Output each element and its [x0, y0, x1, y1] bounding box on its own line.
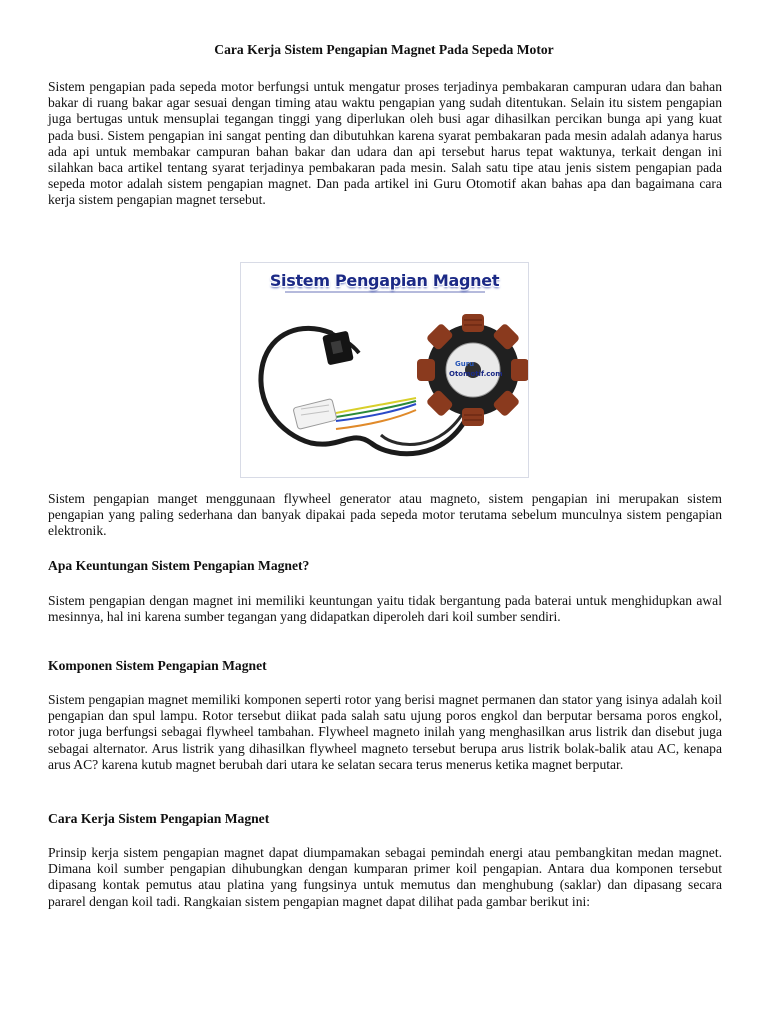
- flywheel-paragraph: Sistem pengapian manget menggunaan flywheel generator atau magneto, sistem pengapian ini merupakan sistem pengapian yang paling sederhana dan banyak dipakai pada sepeda motor terutama sebelum munculnya sistem pengapian elektronik.: [48, 491, 722, 539]
- keuntungan-paragraph: Sistem pengapian dengan magnet ini memiliki keuntungan yaitu tidak bergantung pada baterai untuk menghidupkan awal mesinnya, hal ini karena sumber tegangan yang didapatkan diperoleh dari koil sumber sendiri.: [48, 593, 722, 625]
- figure-caption: Sistem Pengapian Magnet: [241, 271, 528, 293]
- magneto-stator-figure: [240, 262, 529, 478]
- intro-paragraph: Sistem pengapian pada sepeda motor berfungsi untuk mengatur proses terjadinya pembakaran campuran udara dan bahan bakar di ruang bakar agar sesuai dengan timing atau waktu pengapian yang sudah ditentukan. Selain itu sistem pengapian juga bertugas untuk mensuplai tegangan tinggi yang diperlukan oleh busi agar dihasilkan percikan bunga api yang kuat pada busi. Sistem pengapian ini sangat penting dan dibutuhkan karena syarat pembakaran pada mesin adalah adanya harus ada api untuk membakar campuran bahan bakar dan udara dan api tersebut harus tepat waktunya, terkait dengan ini silahkan baca artikel tentang syarat terjadinya pembakaran pada mesin. Salah satu tipe atau jenis sistem pengapian pada sepeda motor adalah sistem pengapian magnet. Dan pada artikel ini Guru Otomotif akan bahas apa dan bagaimana cara kerja sistem pengapian magnet tersebut.: [48, 79, 722, 208]
- magneto-stator-image: [241, 263, 528, 477]
- cara-kerja-paragraph: Prinsip kerja sistem pengapian magnet dapat diumpamakan sebagai pemindah energi atau pembangkitan medan magnet. Dimana koil sumber pengapian dihubungkan dengan kumparan primer koil pengapian. Antara dua komponen tersebut dipasang kontak pemutus atau platina yang fungsinya untuk memutus dan menghubung (saklar) dan dipasang secara pararel dengan koil tadi. Rangkaian sistem pengapian magnet dapat dilihat pada gambar berikut ini:: [48, 845, 722, 909]
- watermark-guru: Guru: [455, 360, 475, 368]
- heading-cara-kerja: Cara Kerja Sistem Pengapian Magnet: [48, 811, 270, 826]
- heading-komponen: Komponen Sistem Pengapian Magnet: [48, 658, 267, 673]
- heading-keuntungan: Apa Keuntungan Sistem Pengapian Magnet?: [48, 558, 310, 573]
- komponen-paragraph: Sistem pengapian magnet memiliki komponen seperti rotor yang berisi magnet permanen dan stator yang isinya adalah koil pengapian dan spul lampu. Rotor tersebut diikat pada salah satu ujung poros engkol dan berputar bersama poros engkol, rotor juga berfungsi sebagai flywheel tambahan. Flywheel magneto inilah yang menghasilkan arus listrik dan disebut juga sebagai alternator. Arus listrik yang dihasilkan flywheel magneto tersebut berupa arus listrik bolak-balik atau AC, kenapa arus AC? karena kutub magnet berubah dari utara ke selatan secara terus menerus ketika magnet berputar.: [48, 692, 722, 772]
- document-title: Cara Kerja Sistem Pengapian Magnet Pada Sepeda Motor: [214, 42, 554, 57]
- watermark-otomotif: Otomotif.com: [449, 370, 503, 378]
